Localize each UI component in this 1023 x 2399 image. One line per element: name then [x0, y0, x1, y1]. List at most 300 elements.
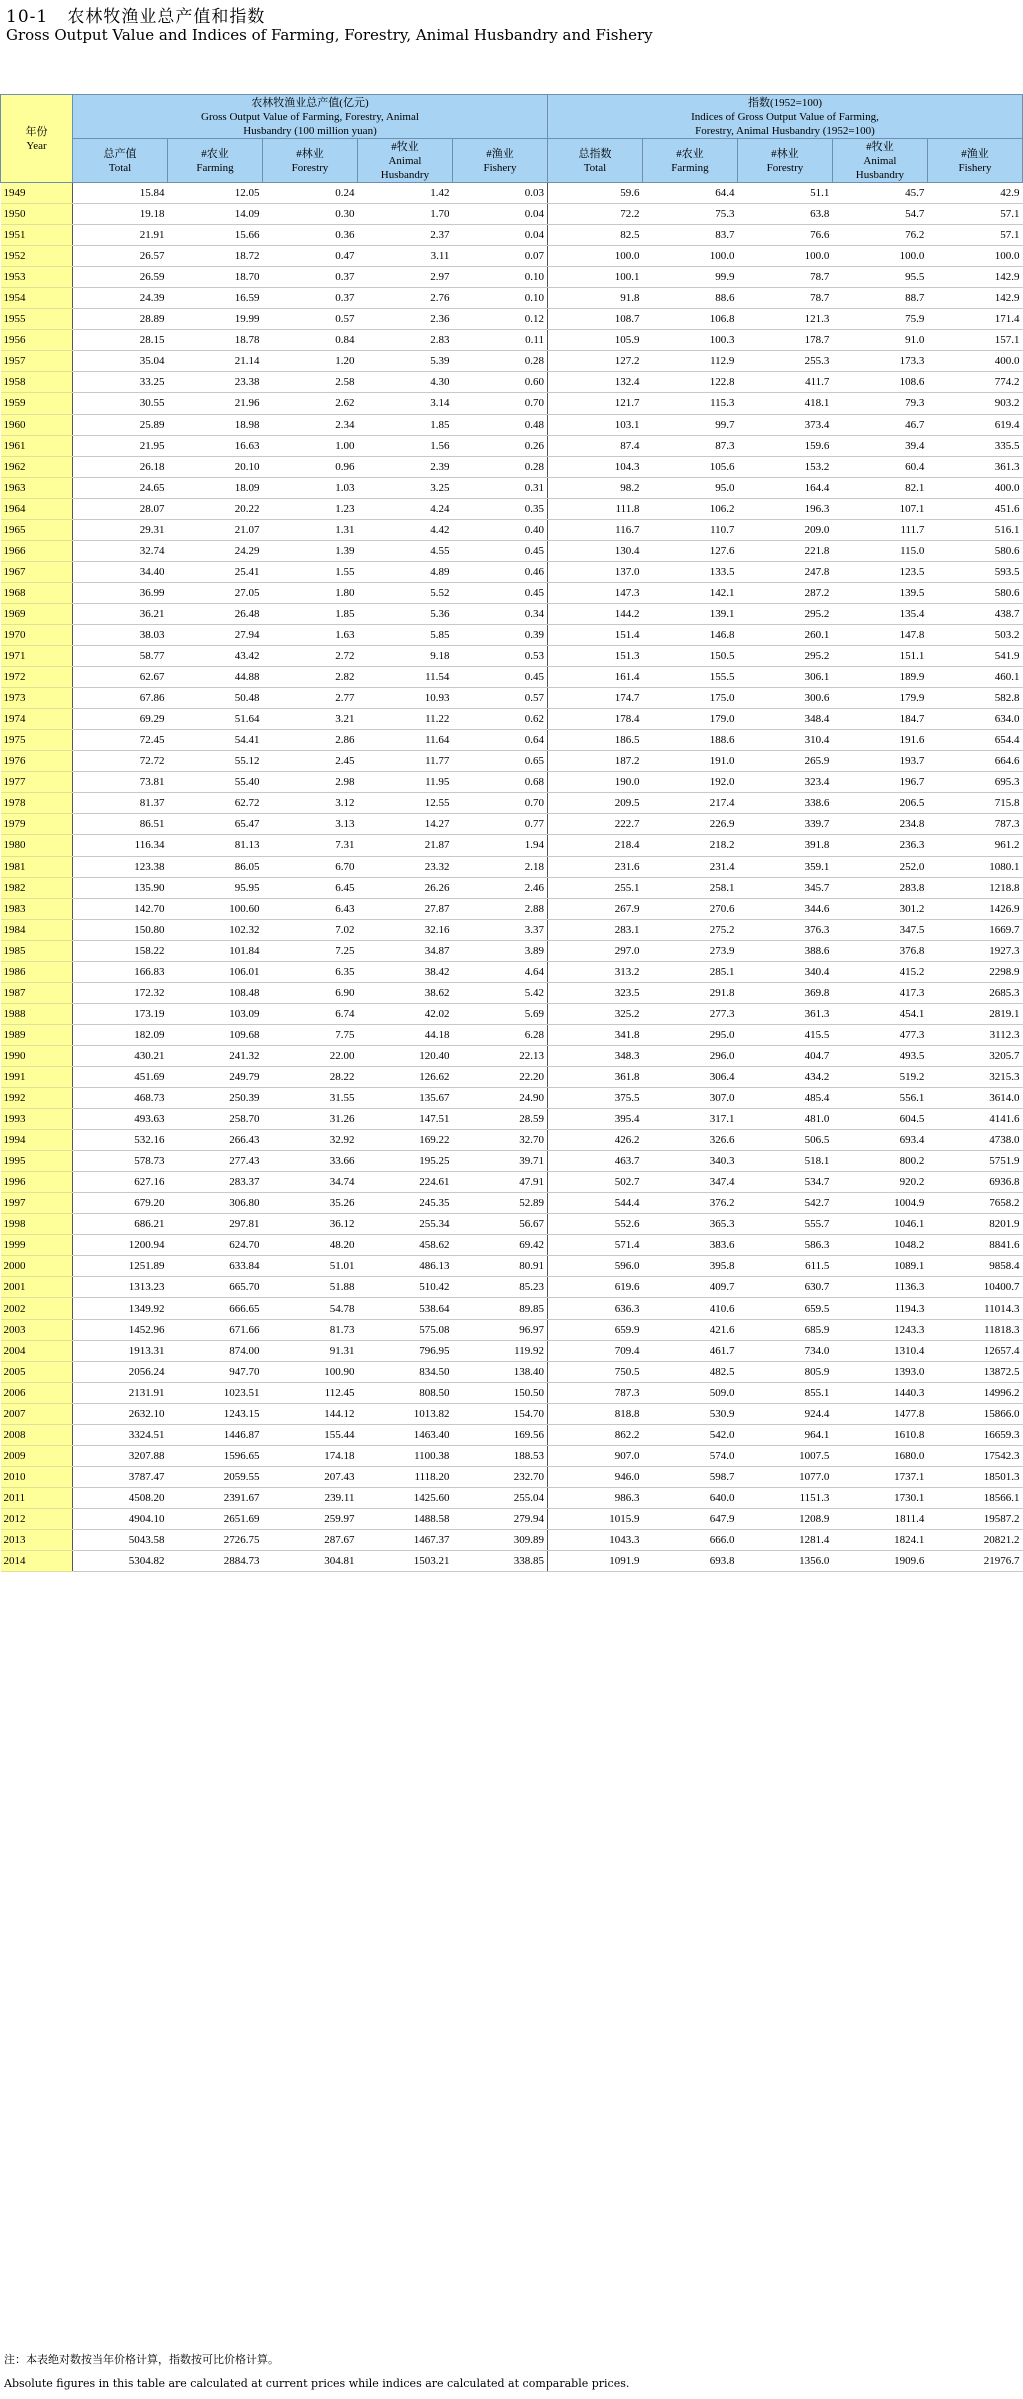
- value-cell: 0.60: [452, 372, 547, 393]
- value-cell: 179.0: [642, 709, 737, 730]
- value-cell: 596.0: [547, 1256, 642, 1277]
- table-row: [1, 646, 1023, 667]
- value-cell: 0.45: [452, 667, 547, 688]
- value-cell: 348.3: [547, 1045, 642, 1066]
- value-cell: 69.42: [452, 1235, 547, 1256]
- table-row: [1, 919, 1023, 940]
- value-cell: 4.64: [452, 961, 547, 982]
- table-row: [1, 772, 1023, 793]
- value-cell: 144.2: [547, 603, 642, 624]
- value-cell: 0.57: [262, 309, 357, 330]
- value-cell: 179.9: [832, 688, 927, 709]
- value-cell: 2.72: [262, 646, 357, 667]
- value-cell: 21.95: [73, 435, 168, 456]
- value-cell: 6.74: [262, 1003, 357, 1024]
- value-cell: 58.77: [73, 646, 168, 667]
- value-cell: 0.04: [452, 225, 547, 246]
- value-cell: 634.0: [927, 709, 1022, 730]
- value-cell: 961.2: [927, 835, 1022, 856]
- value-cell: 28.89: [73, 309, 168, 330]
- value-cell: 14.27: [357, 814, 452, 835]
- value-cell: 5.39: [357, 351, 452, 372]
- value-cell: 34.87: [357, 940, 452, 961]
- table-row: [1, 1193, 1023, 1214]
- value-cell: 266.43: [167, 1130, 262, 1151]
- value-cell: 6.35: [262, 961, 357, 982]
- value-cell: 169.56: [452, 1424, 547, 1445]
- value-cell: 1440.3: [832, 1382, 927, 1403]
- value-cell: 946.0: [547, 1466, 642, 1487]
- value-cell: 19.18: [73, 204, 168, 225]
- value-cell: 3215.3: [927, 1066, 1022, 1087]
- value-cell: 627.16: [73, 1172, 168, 1193]
- table-header: [1, 95, 1023, 183]
- value-cell: 19.99: [167, 309, 262, 330]
- value-cell: 234.8: [832, 814, 927, 835]
- year-cell: 1994: [1, 1130, 73, 1151]
- value-cell: 18566.1: [927, 1487, 1022, 1508]
- value-cell: 1.94: [452, 835, 547, 856]
- value-cell: 391.8: [737, 835, 832, 856]
- value-cell: 18501.3: [927, 1466, 1022, 1487]
- value-cell: 4904.10: [73, 1508, 168, 1529]
- value-cell: 0.96: [262, 456, 357, 477]
- value-cell: 1.31: [262, 519, 357, 540]
- value-cell: 0.37: [262, 288, 357, 309]
- table-row: [1, 1340, 1023, 1361]
- value-cell: 116.7: [547, 519, 642, 540]
- value-cell: 306.4: [642, 1066, 737, 1087]
- title-cn-text: 农林牧渔业总产值和指数: [67, 7, 266, 27]
- table-row: [1, 814, 1023, 835]
- column-header: [452, 139, 547, 183]
- year-cell: 1958: [1, 372, 73, 393]
- table-row: [1, 667, 1023, 688]
- value-cell: 133.5: [642, 561, 737, 582]
- value-cell: 184.7: [832, 709, 927, 730]
- year-cell: 1993: [1, 1109, 73, 1130]
- value-cell: 636.3: [547, 1298, 642, 1319]
- value-cell: 421.6: [642, 1319, 737, 1340]
- value-cell: 338.85: [452, 1551, 547, 1572]
- year-cell: 1971: [1, 646, 73, 667]
- value-cell: 0.11: [452, 330, 547, 351]
- value-cell: 2.46: [452, 877, 547, 898]
- table-row: [1, 414, 1023, 435]
- value-group-header: [73, 95, 548, 139]
- value-cell: 18.72: [167, 246, 262, 267]
- value-cell: 150.50: [452, 1382, 547, 1403]
- value-cell: 1243.15: [167, 1403, 262, 1424]
- value-cell: 1.00: [262, 435, 357, 456]
- year-cell: 1983: [1, 898, 73, 919]
- table-row: [1, 793, 1023, 814]
- value-cell: 279.94: [452, 1508, 547, 1529]
- year-cell: 1976: [1, 751, 73, 772]
- value-cell: 12.05: [167, 183, 262, 204]
- value-cell: 123.5: [832, 561, 927, 582]
- value-cell: 2131.91: [73, 1382, 168, 1403]
- value-cell: 33.66: [262, 1151, 357, 1172]
- year-cell: 2007: [1, 1403, 73, 1424]
- table-row: [1, 267, 1023, 288]
- column-header-cn: #牧业: [391, 140, 419, 153]
- table-row: [1, 1361, 1023, 1382]
- value-cell: 502.7: [547, 1172, 642, 1193]
- value-cell: 0.47: [262, 246, 357, 267]
- column-header-cn: 总指数: [578, 147, 612, 160]
- value-cell: 659.5: [737, 1298, 832, 1319]
- value-cell: 173.19: [73, 1003, 168, 1024]
- value-cell: 787.3: [927, 814, 1022, 835]
- value-group-en-2: Husbandry (100 million yuan): [243, 124, 377, 137]
- value-cell: 100.0: [547, 246, 642, 267]
- value-cell: 5.69: [452, 1003, 547, 1024]
- value-cell: 1.03: [262, 477, 357, 498]
- value-cell: 59.6: [547, 183, 642, 204]
- index-group-en-2: Forestry, Animal Husbandry (1952=100): [695, 124, 875, 137]
- value-cell: 34.74: [262, 1172, 357, 1193]
- value-cell: 0.64: [452, 730, 547, 751]
- value-cell: 426.2: [547, 1130, 642, 1151]
- value-cell: 157.1: [927, 330, 1022, 351]
- value-cell: 388.6: [737, 940, 832, 961]
- value-cell: 112.9: [642, 351, 737, 372]
- value-cell: 21.07: [167, 519, 262, 540]
- value-cell: 32.74: [73, 540, 168, 561]
- value-cell: 1310.4: [832, 1340, 927, 1361]
- value-cell: 1.42: [357, 183, 452, 204]
- value-cell: 154.70: [452, 1403, 547, 1424]
- value-cell: 4738.0: [927, 1130, 1022, 1151]
- value-cell: 2685.3: [927, 982, 1022, 1003]
- value-cell: 119.92: [452, 1340, 547, 1361]
- table-title-cn: [6, 2, 265, 27]
- value-cell: 580.6: [927, 582, 1022, 603]
- value-cell: 267.9: [547, 898, 642, 919]
- value-cell: 1.23: [262, 498, 357, 519]
- value-cell: 338.6: [737, 793, 832, 814]
- value-cell: 209.5: [547, 793, 642, 814]
- index-group-cn: 指数(1952=100): [747, 96, 822, 109]
- value-cell: 100.90: [262, 1361, 357, 1382]
- value-cell: 123.38: [73, 856, 168, 877]
- value-cell: 664.6: [927, 751, 1022, 772]
- value-cell: 107.1: [832, 498, 927, 519]
- value-cell: 76.6: [737, 225, 832, 246]
- value-cell: 21.87: [357, 835, 452, 856]
- value-cell: 108.7: [547, 309, 642, 330]
- table-row: [1, 940, 1023, 961]
- table-row: [1, 961, 1023, 982]
- value-cell: 23.38: [167, 372, 262, 393]
- value-cell: 2.58: [262, 372, 357, 393]
- value-cell: 191.0: [642, 751, 737, 772]
- value-cell: 161.4: [547, 667, 642, 688]
- value-cell: 120.40: [357, 1045, 452, 1066]
- value-cell: 2.62: [262, 393, 357, 414]
- table-row: [1, 751, 1023, 772]
- value-cell: 4.42: [357, 519, 452, 540]
- value-cell: 947.70: [167, 1361, 262, 1382]
- value-cell: 686.21: [73, 1214, 168, 1235]
- value-cell: 87.4: [547, 435, 642, 456]
- value-cell: 187.2: [547, 751, 642, 772]
- value-cell: 147.51: [357, 1109, 452, 1130]
- value-cell: 65.47: [167, 814, 262, 835]
- value-cell: 135.90: [73, 877, 168, 898]
- column-header-cn: #农业: [676, 147, 704, 160]
- value-cell: 16.59: [167, 288, 262, 309]
- value-cell: 20821.2: [927, 1530, 1022, 1551]
- value-cell: 3.25: [357, 477, 452, 498]
- year-cell: 1974: [1, 709, 73, 730]
- value-cell: 460.1: [927, 667, 1022, 688]
- value-cell: 671.66: [167, 1319, 262, 1340]
- value-cell: 582.8: [927, 688, 1022, 709]
- value-cell: 275.2: [642, 919, 737, 940]
- value-cell: 1680.0: [832, 1445, 927, 1466]
- table-body: [1, 183, 1023, 1572]
- value-cell: 345.7: [737, 877, 832, 898]
- value-cell: 35.04: [73, 351, 168, 372]
- value-cell: 81.13: [167, 835, 262, 856]
- value-cell: 510.42: [357, 1277, 452, 1298]
- year-cell: 1951: [1, 225, 73, 246]
- table-row: [1, 1024, 1023, 1045]
- value-cell: 0.07: [452, 246, 547, 267]
- value-cell: 1243.3: [832, 1319, 927, 1340]
- value-cell: 415.2: [832, 961, 927, 982]
- value-cell: 25.41: [167, 561, 262, 582]
- value-cell: 22.13: [452, 1045, 547, 1066]
- value-cell: 1811.4: [832, 1508, 927, 1529]
- value-cell: 108.6: [832, 372, 927, 393]
- value-cell: 693.4: [832, 1130, 927, 1151]
- value-cell: 86.05: [167, 856, 262, 877]
- table-row: [1, 1109, 1023, 1130]
- year-cell: 1977: [1, 772, 73, 793]
- value-cell: 196.3: [737, 498, 832, 519]
- value-cell: 774.2: [927, 372, 1022, 393]
- value-cell: 142.9: [927, 267, 1022, 288]
- value-cell: 218.4: [547, 835, 642, 856]
- value-cell: 0.39: [452, 624, 547, 645]
- value-cell: 1.85: [262, 603, 357, 624]
- value-cell: 1.20: [262, 351, 357, 372]
- index-group-header: [547, 95, 1022, 139]
- value-cell: 463.7: [547, 1151, 642, 1172]
- column-header: [262, 139, 357, 183]
- value-cell: 0.62: [452, 709, 547, 730]
- year-cell: 1973: [1, 688, 73, 709]
- table-row: [1, 1066, 1023, 1087]
- year-cell: 1990: [1, 1045, 73, 1066]
- column-header-cn: #渔业: [961, 147, 989, 160]
- value-cell: 287.67: [262, 1530, 357, 1551]
- table-row: [1, 330, 1023, 351]
- value-cell: 78.7: [737, 267, 832, 288]
- table-title-en: Gross Output Value and Indices of Farming, Forestry, Animal Husbandry and Fishery: [6, 26, 653, 44]
- value-cell: 633.84: [167, 1256, 262, 1277]
- value-cell: 1.39: [262, 540, 357, 561]
- table-row: [1, 1382, 1023, 1403]
- year-cell: 1995: [1, 1151, 73, 1172]
- table-row: [1, 1445, 1023, 1466]
- value-cell: 461.7: [642, 1340, 737, 1361]
- value-cell: 10400.7: [927, 1277, 1022, 1298]
- value-cell: 586.3: [737, 1235, 832, 1256]
- value-cell: 76.2: [832, 225, 927, 246]
- value-cell: 22.00: [262, 1045, 357, 1066]
- year-cell: 1984: [1, 919, 73, 940]
- value-cell: 1077.0: [737, 1466, 832, 1487]
- value-cell: 1.85: [357, 414, 452, 435]
- value-cell: 1080.1: [927, 856, 1022, 877]
- value-cell: 224.61: [357, 1172, 452, 1193]
- value-cell: 1909.6: [832, 1551, 927, 1572]
- value-cell: 15.66: [167, 225, 262, 246]
- value-cell: 924.4: [737, 1403, 832, 1424]
- value-cell: 2391.67: [167, 1487, 262, 1508]
- value-cell: 7.75: [262, 1024, 357, 1045]
- value-cell: 1737.1: [832, 1466, 927, 1487]
- value-cell: 964.1: [737, 1424, 832, 1445]
- value-cell: 1425.60: [357, 1487, 452, 1508]
- value-cell: 2.77: [262, 688, 357, 709]
- value-cell: 111.7: [832, 519, 927, 540]
- year-cell: 1989: [1, 1024, 73, 1045]
- value-cell: 4141.6: [927, 1109, 1022, 1130]
- value-cell: 1610.8: [832, 1424, 927, 1445]
- value-cell: 709.4: [547, 1340, 642, 1361]
- value-cell: 0.36: [262, 225, 357, 246]
- value-cell: 36.99: [73, 582, 168, 603]
- value-cell: 4508.20: [73, 1487, 168, 1508]
- year-cell: 1987: [1, 982, 73, 1003]
- value-cell: 57.1: [927, 225, 1022, 246]
- value-cell: 715.8: [927, 793, 1022, 814]
- value-cell: 454.1: [832, 1003, 927, 1024]
- value-cell: 28.07: [73, 498, 168, 519]
- value-cell: 26.48: [167, 603, 262, 624]
- value-cell: 64.4: [642, 183, 737, 204]
- value-cell: 24.65: [73, 477, 168, 498]
- value-cell: 236.3: [832, 835, 927, 856]
- value-cell: 6.43: [262, 898, 357, 919]
- value-cell: 361.3: [927, 456, 1022, 477]
- value-cell: 255.3: [737, 351, 832, 372]
- value-cell: 1313.23: [73, 1277, 168, 1298]
- value-cell: 1118.20: [357, 1466, 452, 1487]
- value-cell: 1.56: [357, 435, 452, 456]
- table-row: [1, 372, 1023, 393]
- table-row: [1, 1214, 1023, 1235]
- value-cell: 147.3: [547, 582, 642, 603]
- value-cell: 654.4: [927, 730, 1022, 751]
- value-cell: 21976.7: [927, 1551, 1022, 1572]
- value-cell: 555.7: [737, 1214, 832, 1235]
- column-header-cn: #渔业: [486, 147, 514, 160]
- value-cell: 139.1: [642, 603, 737, 624]
- value-cell: 734.0: [737, 1340, 832, 1361]
- year-cell: 1988: [1, 1003, 73, 1024]
- value-cell: 0.70: [452, 793, 547, 814]
- value-cell: 659.9: [547, 1319, 642, 1340]
- value-cell: 73.81: [73, 772, 168, 793]
- value-cell: 624.70: [167, 1235, 262, 1256]
- table-row: [1, 1508, 1023, 1529]
- value-cell: 516.1: [927, 519, 1022, 540]
- value-cell: 6.28: [452, 1024, 547, 1045]
- value-cell: 28.59: [452, 1109, 547, 1130]
- value-cell: 106.8: [642, 309, 737, 330]
- value-cell: 666.0: [642, 1530, 737, 1551]
- value-cell: 18.78: [167, 330, 262, 351]
- value-cell: 580.6: [927, 540, 1022, 561]
- value-cell: 647.9: [642, 1508, 737, 1529]
- value-cell: 158.22: [73, 940, 168, 961]
- value-cell: 17542.3: [927, 1445, 1022, 1466]
- value-cell: 277.3: [642, 1003, 737, 1024]
- table-row: [1, 498, 1023, 519]
- value-cell: 451.6: [927, 498, 1022, 519]
- value-cell: 232.70: [452, 1466, 547, 1487]
- value-cell: 361.3: [737, 1003, 832, 1024]
- value-group-cn: 农林牧渔业总产值(亿元): [251, 96, 369, 109]
- value-cell: 102.32: [167, 919, 262, 940]
- value-cell: 7.31: [262, 835, 357, 856]
- value-cell: 376.8: [832, 940, 927, 961]
- value-cell: 60.4: [832, 456, 927, 477]
- column-header: [832, 139, 927, 183]
- value-cell: 270.6: [642, 898, 737, 919]
- value-cell: 174.18: [262, 1445, 357, 1466]
- value-cell: 323.5: [547, 982, 642, 1003]
- year-cell: 1978: [1, 793, 73, 814]
- value-cell: 20.22: [167, 498, 262, 519]
- value-cell: 218.2: [642, 835, 737, 856]
- value-cell: 1004.9: [832, 1193, 927, 1214]
- value-cell: 105.6: [642, 456, 737, 477]
- table-row: [1, 1172, 1023, 1193]
- value-cell: 11.64: [357, 730, 452, 751]
- table-row: [1, 1151, 1023, 1172]
- value-cell: 3324.51: [73, 1424, 168, 1445]
- value-cell: 39.71: [452, 1151, 547, 1172]
- year-cell: 1969: [1, 603, 73, 624]
- value-cell: 121.3: [737, 309, 832, 330]
- value-cell: 295.2: [737, 603, 832, 624]
- value-cell: 186.5: [547, 730, 642, 751]
- value-cell: 0.37: [262, 267, 357, 288]
- value-cell: 383.6: [642, 1235, 737, 1256]
- value-cell: 51.64: [167, 709, 262, 730]
- value-cell: 24.29: [167, 540, 262, 561]
- value-cell: 28.15: [73, 330, 168, 351]
- value-cell: 103.1: [547, 414, 642, 435]
- value-cell: 11818.3: [927, 1319, 1022, 1340]
- value-cell: 2.36: [357, 309, 452, 330]
- value-cell: 796.95: [357, 1340, 452, 1361]
- year-header-cn: 年份: [25, 125, 48, 138]
- value-cell: 239.11: [262, 1487, 357, 1508]
- value-cell: 2.82: [262, 667, 357, 688]
- value-cell: 110.7: [642, 519, 737, 540]
- value-cell: 56.67: [452, 1214, 547, 1235]
- value-cell: 130.4: [547, 540, 642, 561]
- value-cell: 2298.9: [927, 961, 1022, 982]
